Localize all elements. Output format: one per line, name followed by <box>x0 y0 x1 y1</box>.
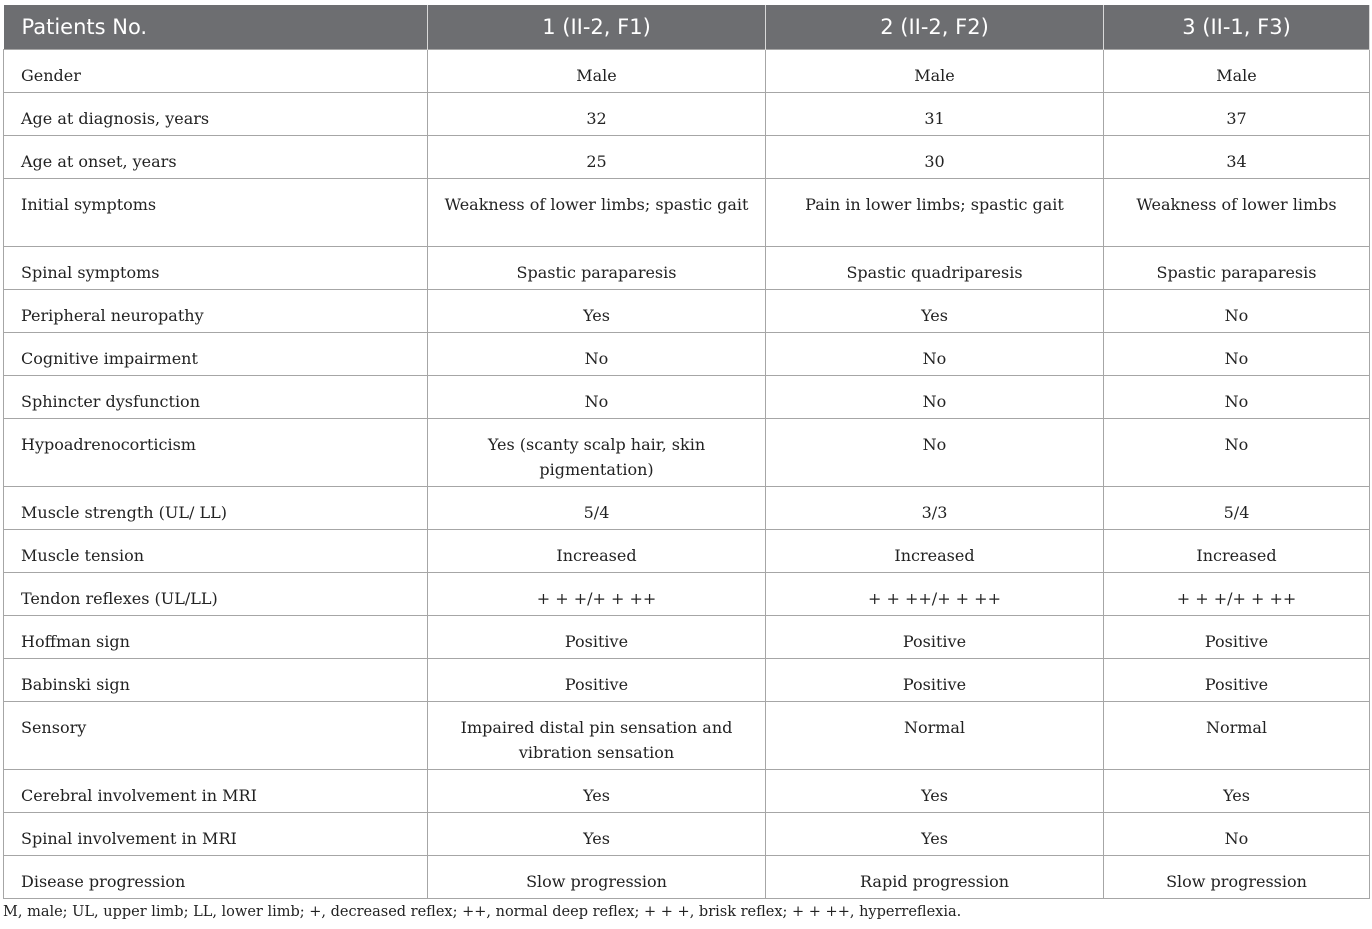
table-cell: No <box>766 419 1104 487</box>
table-row <box>4 702 1370 770</box>
row-label: Age at onset, years <box>4 136 428 179</box>
table-cell: Positive <box>428 616 766 659</box>
row-label: Age at diagnosis, years <box>4 93 428 136</box>
table-cell: No <box>1104 813 1370 856</box>
row-label: Hypoadrenocorticism <box>4 419 428 487</box>
table-cell: Normal <box>766 702 1104 770</box>
table-row <box>4 659 1370 702</box>
table-cell: Increased <box>428 530 766 573</box>
table-cell: Spastic quadriparesis <box>766 247 1104 290</box>
table-row <box>4 93 1370 136</box>
row-label: Babinski sign <box>4 659 428 702</box>
table-cell: No <box>428 333 766 376</box>
table-row <box>4 50 1370 93</box>
table-cell: 34 <box>1104 136 1370 179</box>
table-row <box>4 179 1370 247</box>
table-cell: No <box>428 376 766 419</box>
table-cell: No <box>1104 376 1370 419</box>
clinical-features-table-container <box>3 5 1369 899</box>
table-cell: Impaired distal pin sensation and vibration sensation <box>428 702 766 770</box>
table-cell: 31 <box>766 93 1104 136</box>
table-cell: Increased <box>1104 530 1370 573</box>
table-cell: Yes <box>766 290 1104 333</box>
table-cell: Yes (scanty scalp hair, skin pigmentation) <box>428 419 766 487</box>
table-cell: 5/4 <box>1104 487 1370 530</box>
row-label: Sphincter dysfunction <box>4 376 428 419</box>
table-cell: Yes <box>766 770 1104 813</box>
table-cell: Spastic paraparesis <box>1104 247 1370 290</box>
table-cell: 32 <box>428 93 766 136</box>
row-label: Spinal symptoms <box>4 247 428 290</box>
table-cell: + + ++/+ + ++ <box>766 573 1104 616</box>
table-cell: No <box>1104 290 1370 333</box>
table-cell: Slow progression <box>428 856 766 899</box>
table-cell: Yes <box>428 813 766 856</box>
column-header: 3 (II-1, F3) <box>1104 5 1370 50</box>
table-cell: Positive <box>766 616 1104 659</box>
row-label: Cognitive impairment <box>4 333 428 376</box>
table-row <box>4 247 1370 290</box>
table-row <box>4 333 1370 376</box>
table-cell: Positive <box>766 659 1104 702</box>
table-cell: Pain in lower limbs; spastic gait <box>766 179 1104 247</box>
table-cell: Weakness of lower limbs <box>1104 179 1370 247</box>
column-header: 1 (II-2, F1) <box>428 5 766 50</box>
table-cell: No <box>766 333 1104 376</box>
table-row <box>4 136 1370 179</box>
row-label: Muscle tension <box>4 530 428 573</box>
table-row <box>4 530 1370 573</box>
row-label: Cerebral involvement in MRI <box>4 770 428 813</box>
table-row <box>4 616 1370 659</box>
table-row <box>4 290 1370 333</box>
row-label: Hoffman sign <box>4 616 428 659</box>
table-row <box>4 770 1370 813</box>
row-label: Tendon reflexes (UL/LL) <box>4 573 428 616</box>
row-label: Sensory <box>4 702 428 770</box>
table-cell: Positive <box>428 659 766 702</box>
table-cell: Positive <box>1104 659 1370 702</box>
table-cell: Increased <box>766 530 1104 573</box>
table-cell: 37 <box>1104 93 1370 136</box>
table-cell: Weakness of lower limbs; spastic gait <box>428 179 766 247</box>
row-label: Spinal involvement in MRI <box>4 813 428 856</box>
table-cell: 30 <box>766 136 1104 179</box>
table-cell: 3/3 <box>766 487 1104 530</box>
table-cell: Yes <box>428 290 766 333</box>
table-cell: Yes <box>1104 770 1370 813</box>
table-cell: + + +/+ + ++ <box>428 573 766 616</box>
table-cell: + + +/+ + ++ <box>1104 573 1370 616</box>
table-cell: Male <box>766 50 1104 93</box>
table-cell: Male <box>1104 50 1370 93</box>
row-label: Initial symptoms <box>4 179 428 247</box>
table-cell: No <box>1104 419 1370 487</box>
row-label: Gender <box>4 50 428 93</box>
clinical-features-table <box>3 5 1370 899</box>
table-footnote: M, male; UL, upper limb; LL, lower limb; +, decreased reflex; ++, normal deep reflex; + + +, brisk reflex; + + ++, hyperreflexia. <box>3 904 962 920</box>
table-cell: Normal <box>1104 702 1370 770</box>
table-cell: Slow progression <box>1104 856 1370 899</box>
table-cell: Male <box>428 50 766 93</box>
table-header-row <box>4 5 1370 50</box>
table-cell: No <box>1104 333 1370 376</box>
table-cell: No <box>766 376 1104 419</box>
row-label: Muscle strength (UL/ LL) <box>4 487 428 530</box>
table-row <box>4 856 1370 899</box>
table-row <box>4 419 1370 487</box>
table-row <box>4 573 1370 616</box>
table-cell: 5/4 <box>428 487 766 530</box>
table-cell: Yes <box>428 770 766 813</box>
table-cell: Positive <box>1104 616 1370 659</box>
table-row <box>4 487 1370 530</box>
column-header: 2 (II-2, F2) <box>766 5 1104 50</box>
table-cell: Yes <box>766 813 1104 856</box>
column-header: Patients No. <box>4 5 428 50</box>
table-cell: Spastic paraparesis <box>428 247 766 290</box>
table-cell: 25 <box>428 136 766 179</box>
table-cell: Rapid progression <box>766 856 1104 899</box>
row-label: Disease progression <box>4 856 428 899</box>
table-row <box>4 813 1370 856</box>
table-row <box>4 376 1370 419</box>
row-label: Peripheral neuropathy <box>4 290 428 333</box>
